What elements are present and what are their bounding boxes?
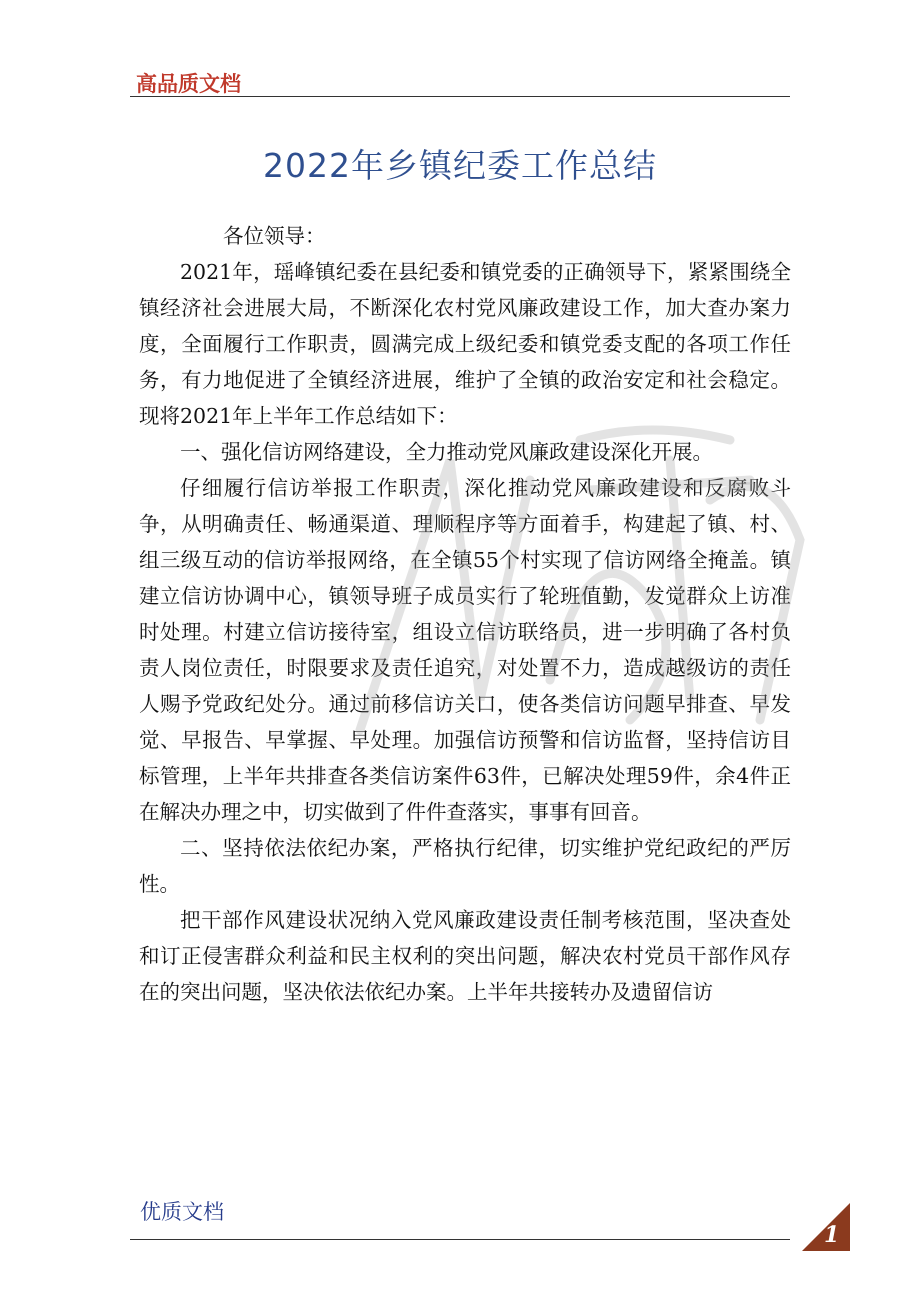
footer-label: 优质文档 <box>140 1200 224 1224</box>
paragraph-section-2: 把干部作风建设状况纳入党风廉政建设责任制考核范围，坚决查处和订正侵害群众利益和民主权利的突出问题，解决农村党员干部作风存在的突出问题，坚决依法依纪办案。上半年共接转办及遗留信访 <box>139 908 791 1004</box>
document-title: 2022年乡镇纪委工作总结 <box>263 146 657 185</box>
document-body <box>139 218 791 1010</box>
header-divider <box>130 96 790 97</box>
header-label: 高品质文档 <box>136 72 241 96</box>
section-heading-1: 一、强化信访网络建设，全力推动党风廉政建设深化开展。 <box>180 440 713 464</box>
footer-divider <box>130 1239 790 1240</box>
section-heading-2: 二、坚持依法依纪办案，严格执行纪律，切实维护党纪政纪的严厉 性。 <box>139 836 791 896</box>
paragraph-intro: 2021年，瑶峰镇纪委在县纪委和镇党委的正确领导下，紧紧围绕全镇经济社会进展大局，不断深化农村党风廉政建设工作，加大查办案力度，全面履行工作职责，圆满完成上级纪委和镇党委支配的各项工作任务，有力地促进了全镇经济进展，维护了全镇的政治安定和社会稳定。现将2021年上半年工作总结如下： <box>139 260 791 428</box>
paragraph-section-1: 仔细履行信访举报工作职责，深化推动党风廉政建设和反腐败斗争，从明确责任、畅通渠道、理顺程序等方面着手，构建起了镇、村、组三级互动的信访举报网络，在全镇55个村实现了信访网络全掩盖。镇建立信访协调中心，镇领导班子成员实行了轮班值勤，发觉群众上访准时处理。村建立信访接待室，组设立信访联络员，进一步明确了各村负责人岗位责任，时限要求及责任追究，对处置不力，造成越级访的责任人赐予党政纪处分。通过前移信访关口，使各类信访问题早排查、早发觉、早报告、早掌握、早处理。加强信访预警和信访监督，坚持信访目标管理，上半年共排查各类信访案件63件，已解决处理59件，余4件正在解决办理之中，切实做到了件件查落实，事事有回音。 <box>139 476 791 824</box>
salutation: 各位领导： <box>223 224 326 248</box>
page-number: 1 <box>824 1222 840 1248</box>
